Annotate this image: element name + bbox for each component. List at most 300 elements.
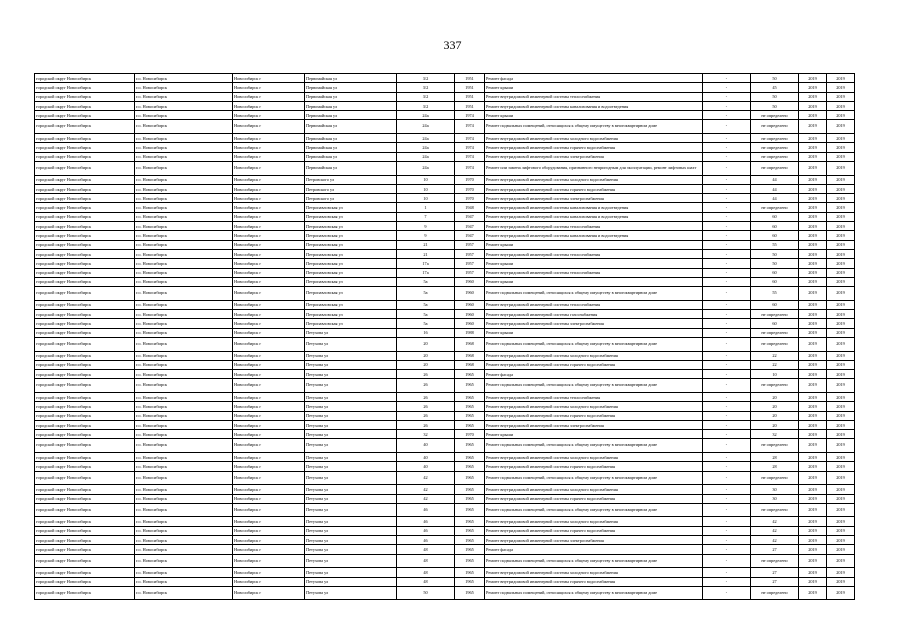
table-row [35,194,855,203]
cell-wear-percent: не определено [751,337,799,351]
cell-year-start: 2019 [799,249,827,258]
cell-work-type: Ремонт внутридомовой инженерной системы газоснабжения [485,310,703,319]
cell-year-start: 2019 [799,411,827,420]
cell-street: Первомайская ул [305,92,397,101]
cell-street: Петухова ул [305,439,397,453]
cell-year-built: 1965 [455,370,485,379]
cell-work-type: Ремонт подвальных помещений, относящихся к общему имуществу в многоквартирном доме [485,471,703,485]
cell-wear-percent: не определено [751,328,799,337]
cell-wear-percent: 42 [751,526,799,535]
repair-schedule-table [34,73,855,600]
cell-city: Новосибирск г [233,526,305,535]
cell-year-built: 1965 [455,503,485,517]
cell-wear-percent: 44 [751,184,799,193]
cell-street: Петухова ул [305,471,397,485]
cell-year-end: 2019 [827,360,855,369]
cell-city: Новосибирск г [233,310,305,319]
cell-district: городской округ Новосибирск [35,392,135,401]
cell-year-built: 1951 [455,74,485,83]
cell-dash: - [703,462,751,471]
cell-wear-percent: не определено [751,203,799,212]
cell-year-built: 1965 [455,402,485,411]
cell-city: Новосибирск г [233,83,305,92]
cell-city: Новосибирск г [233,485,305,494]
cell-dash: - [703,360,751,369]
cell-municipality: г.о. Новосибирск [135,360,233,369]
cell-work-type: Ремонт подвальных помещений, относящихся к общему имуществу в многоквартирном доме [485,554,703,568]
cell-work-type: Ремонт подвальных помещений, относящихся к общему имуществу в многоквартирном доме [485,287,703,301]
cell-year-built: 1974 [455,111,485,120]
cell-year-end: 2019 [827,392,855,401]
cell-year-end: 2019 [827,503,855,517]
cell-street: Петухова ул [305,503,397,517]
cell-wear-percent: не определено [751,161,799,175]
cell-wear-percent: не определено [751,111,799,120]
cell-year-built: 1965 [455,420,485,429]
cell-wear-percent: не определено [751,152,799,161]
cell-year-end: 2019 [827,351,855,360]
cell-street: Петухова ул [305,554,397,568]
cell-year-end: 2019 [827,453,855,462]
cell-city: Новосибирск г [233,392,305,401]
cell-street: Петухова ул [305,360,397,369]
cell-house: 48 [397,554,455,568]
cell-street: Петухова ул [305,370,397,379]
cell-year-start: 2019 [799,143,827,152]
cell-dash: - [703,351,751,360]
cell-work-type: Ремонт внутридомовой инженерной системы теплоснабжения [485,222,703,231]
cell-work-type: Ремонт крыши [485,277,703,286]
cell-wear-percent: 55 [751,287,799,301]
cell-dash: - [703,526,751,535]
cell-work-type: Ремонт подвальных помещений, относящихся к общему имуществу в многоквартирном доме [485,379,703,393]
cell-work-type: Ремонт или замена лифтового оборудования, признанного непригодным для эксплуатации, ремонт лифтовых шахт [485,161,703,175]
cell-municipality: г.о. Новосибирск [135,319,233,328]
cell-dash: - [703,370,751,379]
cell-municipality: г.о. Новосибирск [135,536,233,545]
cell-year-built: 1965 [455,568,485,577]
cell-year-end: 2019 [827,184,855,193]
cell-house: 26 [397,370,455,379]
cell-work-type: Ремонт крыши [485,430,703,439]
cell-house: 10 [397,194,455,203]
cell-house: 5а [397,287,455,301]
cell-district: городской округ Новосибирск [35,194,135,203]
cell-street: Петровского ул [305,184,397,193]
cell-street: Петропавловская ул [305,212,397,221]
cell-city: Новосибирск г [233,370,305,379]
cell-work-type: Ремонт внутридомовой инженерной системы горячего водоснабжения [485,494,703,503]
cell-city: Новосибирск г [233,120,305,134]
cell-year-start: 2019 [799,360,827,369]
cell-work-type: Ремонт подвальных помещений, относящихся к общему имуществу в многоквартирном доме [485,120,703,134]
cell-municipality: г.о. Новосибирск [135,111,233,120]
table-row [35,143,855,152]
cell-house: 46 [397,503,455,517]
cell-municipality: г.о. Новосибирск [135,379,233,393]
cell-year-built: 1965 [455,379,485,393]
cell-year-start: 2019 [799,351,827,360]
cell-dash: - [703,420,751,429]
cell-street: Петухова ул [305,351,397,360]
cell-municipality: г.о. Новосибирск [135,411,233,420]
cell-city: Новосибирск г [233,194,305,203]
cell-district: городской округ Новосибирск [35,175,135,184]
cell-wear-percent: 27 [751,545,799,554]
cell-wear-percent: 42 [751,517,799,526]
cell-district: городской округ Новосибирск [35,134,135,143]
cell-house: 5а [397,277,455,286]
cell-year-end: 2019 [827,328,855,337]
cell-year-built: 1948 [455,203,485,212]
cell-district: городской округ Новосибирск [35,568,135,577]
cell-city: Новосибирск г [233,536,305,545]
cell-district: городской округ Новосибирск [35,328,135,337]
cell-street: Петровского ул [305,194,397,203]
cell-year-start: 2019 [799,83,827,92]
cell-wear-percent: 55 [751,240,799,249]
table-row [35,517,855,526]
cell-district: городской округ Новосибирск [35,526,135,535]
cell-city: Новосибирск г [233,300,305,309]
table-row [35,222,855,231]
table-row [35,259,855,268]
cell-house: 48 [397,577,455,586]
cell-wear-percent: 60 [751,212,799,221]
cell-street: Петухова ул [305,337,397,351]
cell-year-end: 2019 [827,370,855,379]
cell-city: Новосибирск г [233,337,305,351]
cell-dash: - [703,568,751,577]
cell-district: городской округ Новосибирск [35,517,135,526]
cell-street: Петухова ул [305,494,397,503]
cell-year-built: 1970 [455,184,485,193]
cell-work-type: Ремонт внутридомовой инженерной системы теплоснабжения [485,392,703,401]
cell-year-built: 1960 [455,277,485,286]
cell-year-end: 2019 [827,420,855,429]
cell-year-built: 1951 [455,83,485,92]
cell-house: 10 [397,175,455,184]
cell-work-type: Ремонт внутридомовой инженерной системы холодного водоснабжения [485,453,703,462]
table-row [35,526,855,535]
cell-wear-percent: 20 [751,392,799,401]
cell-district: городской округ Новосибирск [35,586,135,600]
cell-dash: - [703,586,751,600]
cell-year-end: 2019 [827,259,855,268]
cell-house: 17а [397,268,455,277]
cell-district: городской округ Новосибирск [35,120,135,134]
cell-dash: - [703,249,751,258]
cell-wear-percent: 22 [751,360,799,369]
cell-municipality: г.о. Новосибирск [135,120,233,134]
cell-wear-percent: 50 [751,101,799,110]
cell-wear-percent: 30 [751,485,799,494]
cell-dash: - [703,485,751,494]
cell-city: Новосибирск г [233,568,305,577]
cell-dash: - [703,259,751,268]
cell-city: Новосибирск г [233,175,305,184]
cell-municipality: г.о. Новосибирск [135,184,233,193]
cell-year-end: 2019 [827,194,855,203]
cell-house: 24а [397,134,455,143]
cell-house: 5а [397,300,455,309]
cell-municipality: г.о. Новосибирск [135,586,233,600]
cell-year-start: 2019 [799,92,827,101]
cell-wear-percent: 32 [751,430,799,439]
cell-house: 9 [397,222,455,231]
cell-street: Петропавловская ул [305,259,397,268]
cell-work-type: Ремонт внутридомовой инженерной системы холодного водоснабжения [485,351,703,360]
cell-street: Петухова ул [305,411,397,420]
table-row [35,120,855,134]
cell-year-start: 2019 [799,194,827,203]
cell-year-end: 2019 [827,74,855,83]
cell-year-end: 2019 [827,577,855,586]
cell-district: городской округ Новосибирск [35,310,135,319]
cell-year-start: 2019 [799,222,827,231]
cell-year-built: 1960 [455,287,485,301]
cell-municipality: г.о. Новосибирск [135,212,233,221]
cell-municipality: г.о. Новосибирск [135,268,233,277]
table-row [35,328,855,337]
cell-year-start: 2019 [799,328,827,337]
cell-dash: - [703,300,751,309]
table-row [35,152,855,161]
cell-year-end: 2019 [827,249,855,258]
cell-year-end: 2019 [827,240,855,249]
cell-city: Новосибирск г [233,328,305,337]
cell-year-start: 2019 [799,287,827,301]
cell-wear-percent: не определено [751,554,799,568]
table-row [35,485,855,494]
cell-house: 20 [397,351,455,360]
cell-district: городской округ Новосибирск [35,430,135,439]
cell-year-start: 2019 [799,161,827,175]
cell-year-start: 2019 [799,392,827,401]
cell-street: Первомайская ул [305,101,397,110]
cell-street: Петухова ул [305,485,397,494]
cell-year-end: 2019 [827,231,855,240]
cell-district: городской округ Новосибирск [35,161,135,175]
cell-year-end: 2019 [827,379,855,393]
cell-year-built: 1965 [455,577,485,586]
cell-municipality: г.о. Новосибирск [135,471,233,485]
cell-city: Новосибирск г [233,203,305,212]
cell-year-start: 2019 [799,586,827,600]
cell-year-start: 2019 [799,402,827,411]
cell-year-built: 1965 [455,536,485,545]
cell-district: городской округ Новосибирск [35,101,135,110]
cell-wear-percent: не определено [751,471,799,485]
cell-dash: - [703,328,751,337]
cell-house: 32 [397,430,455,439]
cell-district: городской округ Новосибирск [35,360,135,369]
cell-dash: - [703,111,751,120]
cell-year-built: 1957 [455,249,485,258]
cell-year-end: 2019 [827,175,855,184]
cell-year-start: 2019 [799,74,827,83]
cell-year-built: 1947 [455,212,485,221]
cell-wear-percent: 50 [751,92,799,101]
cell-district: городской округ Новосибирск [35,439,135,453]
cell-district: городской округ Новосибирск [35,231,135,240]
cell-municipality: г.о. Новосибирск [135,175,233,184]
cell-city: Новосибирск г [233,184,305,193]
cell-street: Петропавловская ул [305,231,397,240]
cell-year-end: 2019 [827,439,855,453]
cell-district: городской округ Новосибирск [35,554,135,568]
cell-municipality: г.о. Новосибирск [135,337,233,351]
cell-street: Петухова ул [305,526,397,535]
cell-dash: - [703,134,751,143]
cell-district: городской округ Новосибирск [35,143,135,152]
cell-dash: - [703,175,751,184]
cell-year-start: 2019 [799,240,827,249]
cell-year-built: 1965 [455,471,485,485]
cell-city: Новосибирск г [233,319,305,328]
cell-municipality: г.о. Новосибирск [135,300,233,309]
cell-district: городской округ Новосибирск [35,268,135,277]
cell-city: Новосибирск г [233,379,305,393]
cell-street: Петухова ул [305,379,397,393]
cell-year-start: 2019 [799,439,827,453]
cell-house: 3/2 [397,101,455,110]
cell-dash: - [703,287,751,301]
cell-district: городской округ Новосибирск [35,83,135,92]
cell-wear-percent: 28 [751,462,799,471]
cell-work-type: Ремонт внутридомовой инженерной системы теплоснабжения [485,268,703,277]
cell-house: 48 [397,568,455,577]
cell-wear-percent: 60 [751,319,799,328]
table-row [35,420,855,429]
cell-municipality: г.о. Новосибирск [135,203,233,212]
table-row [35,577,855,586]
cell-year-start: 2019 [799,494,827,503]
table-row [35,494,855,503]
cell-district: городской округ Новосибирск [35,351,135,360]
cell-municipality: г.о. Новосибирск [135,494,233,503]
cell-work-type: Ремонт фасада [485,545,703,554]
table-row [35,453,855,462]
table-row [35,351,855,360]
cell-work-type: Ремонт внутридомовой инженерной системы холодного водоснабжения [485,175,703,184]
cell-house: 20 [397,337,455,351]
cell-dash: - [703,517,751,526]
cell-street: Петухова ул [305,517,397,526]
cell-year-start: 2019 [799,259,827,268]
cell-work-type: Ремонт внутридомовой инженерной системы горячего водоснабжения [485,462,703,471]
cell-house: 3/2 [397,74,455,83]
cell-house: 40 [397,462,455,471]
cell-city: Новосибирск г [233,439,305,453]
cell-dash: - [703,545,751,554]
table-row [35,310,855,319]
cell-dash: - [703,392,751,401]
cell-street: Петропавловская ул [305,249,397,258]
cell-wear-percent: 27 [751,577,799,586]
cell-work-type: Ремонт внутридомовой инженерной системы канализования и водоотведения [485,212,703,221]
cell-house: 40 [397,453,455,462]
cell-year-end: 2019 [827,300,855,309]
cell-district: городской округ Новосибирск [35,545,135,554]
cell-municipality: г.о. Новосибирск [135,287,233,301]
cell-street: Петухова ул [305,577,397,586]
cell-house: 26 [397,379,455,393]
cell-dash: - [703,120,751,134]
cell-house: 46 [397,526,455,535]
cell-street: Петропавловская ул [305,222,397,231]
cell-district: городской округ Новосибирск [35,453,135,462]
cell-year-end: 2019 [827,161,855,175]
cell-wear-percent: не определено [751,503,799,517]
cell-year-end: 2019 [827,134,855,143]
cell-house: 17а [397,259,455,268]
cell-street: Петухова ул [305,420,397,429]
table-row [35,92,855,101]
cell-year-end: 2019 [827,568,855,577]
cell-year-end: 2019 [827,586,855,600]
table-row [35,277,855,286]
cell-year-built: 1965 [455,517,485,526]
cell-work-type: Ремонт внутридомовой инженерной системы холодного водоснабжения [485,568,703,577]
cell-year-start: 2019 [799,453,827,462]
cell-municipality: г.о. Новосибирск [135,462,233,471]
cell-year-start: 2019 [799,577,827,586]
cell-district: городской округ Новосибирск [35,203,135,212]
cell-year-start: 2019 [799,300,827,309]
cell-year-start: 2019 [799,503,827,517]
cell-dash: - [703,310,751,319]
table-row [35,319,855,328]
cell-work-type: Ремонт внутридомовой инженерной системы холодного водоснабжения [485,134,703,143]
table-row [35,175,855,184]
cell-city: Новосибирск г [233,268,305,277]
cell-municipality: г.о. Новосибирск [135,194,233,203]
cell-municipality: г.о. Новосибирск [135,83,233,92]
table-row [35,101,855,110]
cell-year-start: 2019 [799,420,827,429]
cell-wear-percent: 50 [751,259,799,268]
cell-wear-percent: 60 [751,222,799,231]
cell-municipality: г.о. Новосибирск [135,554,233,568]
cell-year-built: 1965 [455,392,485,401]
cell-municipality: г.о. Новосибирск [135,430,233,439]
cell-dash: - [703,231,751,240]
cell-municipality: г.о. Новосибирск [135,568,233,577]
cell-street: Петропавловская ул [305,203,397,212]
cell-district: городской округ Новосибирск [35,379,135,393]
cell-dash: - [703,83,751,92]
table-row [35,462,855,471]
cell-year-built: 1974 [455,143,485,152]
cell-year-built: 1960 [455,310,485,319]
cell-year-end: 2019 [827,143,855,152]
cell-work-type: Ремонт крыши [485,328,703,337]
table-row [35,545,855,554]
cell-wear-percent: 20 [751,411,799,420]
cell-municipality: г.о. Новосибирск [135,259,233,268]
cell-municipality: г.о. Новосибирск [135,101,233,110]
cell-work-type: Ремонт внутридомовой инженерной системы электроснабжения [485,319,703,328]
cell-street: Петропавловская ул [305,300,397,309]
cell-dash: - [703,101,751,110]
table-row [35,184,855,193]
cell-city: Новосибирск г [233,240,305,249]
cell-street: Петухова ул [305,453,397,462]
cell-wear-percent: 10 [751,370,799,379]
cell-year-end: 2019 [827,83,855,92]
cell-work-type: Ремонт внутридомовой инженерной системы канализования и водоотведения [485,203,703,212]
